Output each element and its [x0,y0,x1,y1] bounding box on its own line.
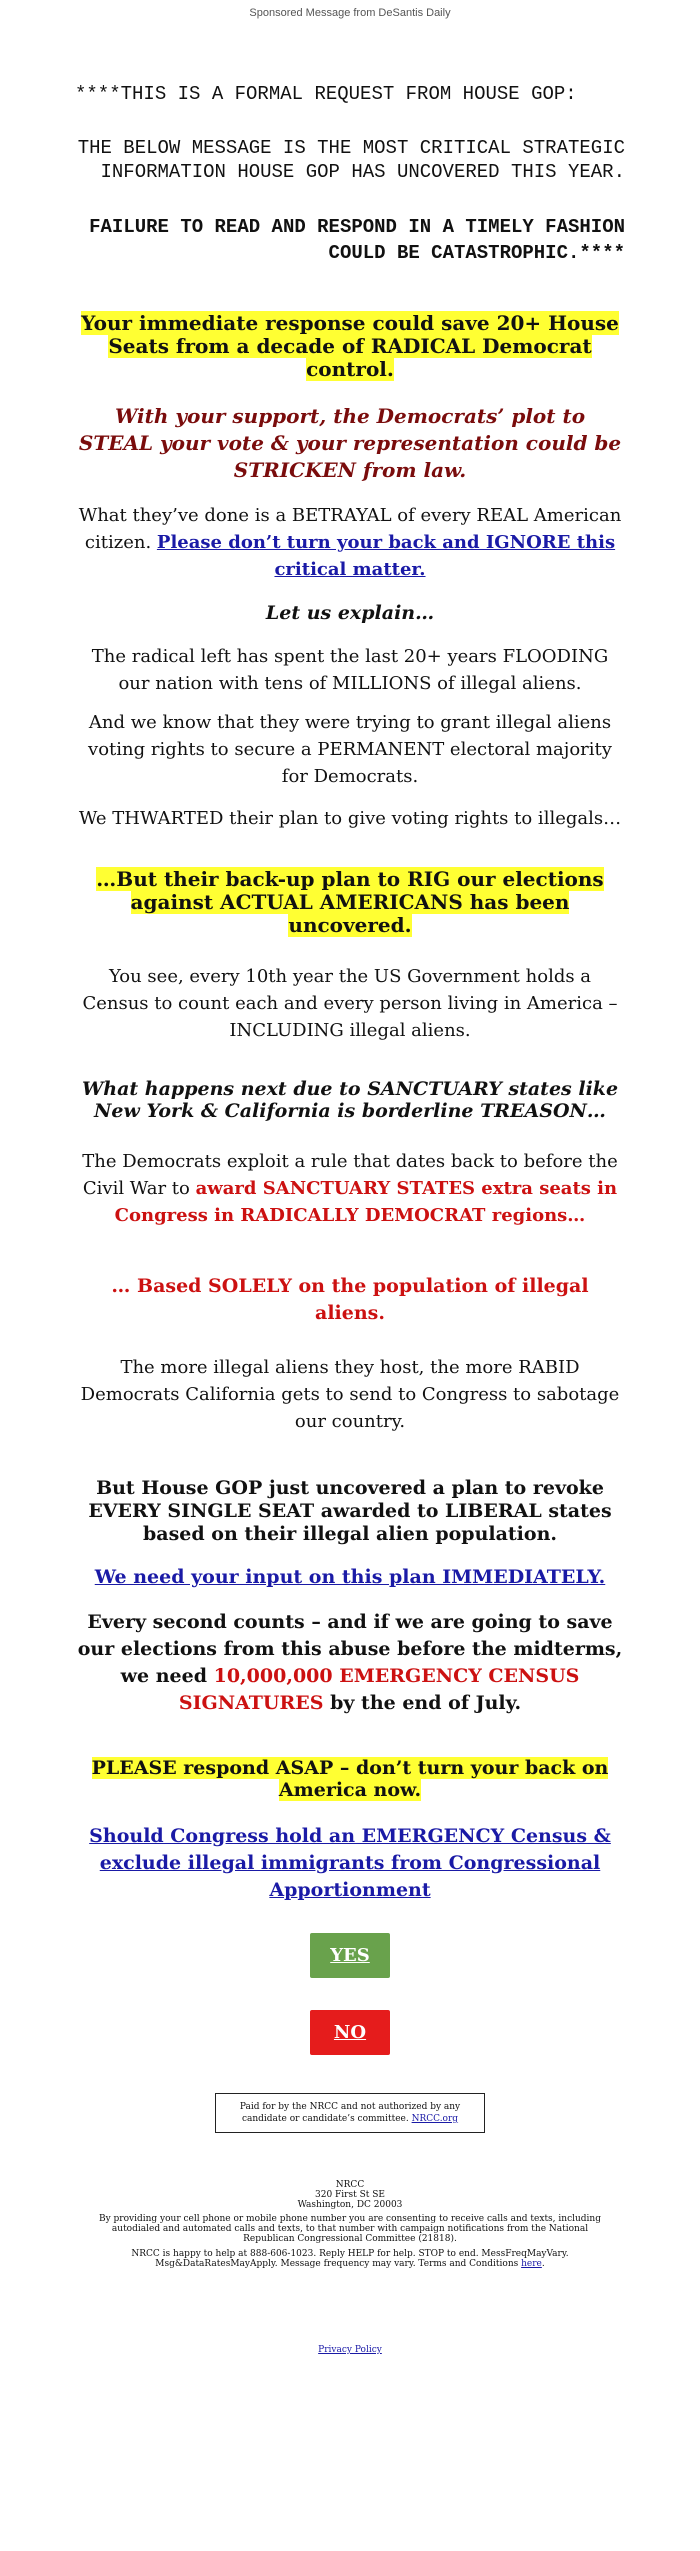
based-solely-heading: … Based SOLELY on the population of illegal aliens. [111,1275,589,1324]
footer-help: NRCC is happy to help at 888-606-1023. Reply HELP for help. STOP to end. MessFreqMayVary. Msg&DataRatesMayApply. Message frequency may vary. Terms and Conditions here. [131,2249,569,2269]
sponsored-label: Sponsored Message from DeSantis Daily [249,7,451,19]
respond-asap-highlight: PLEASE respond ASAP – don’t turn your back on America now. [91,1757,609,1801]
backup-plan-highlight: …But their back-up plan to RIG our elections against ACTUAL AMERICANS has been uncovered. [96,867,604,937]
question-paragraph [75,1823,625,1904]
immediate-response-headline [75,312,625,381]
immediate-response-highlight: Your immediate response could save 20+ House Seats from a decade of RADICAL Democrat control. [81,311,619,381]
privacy-policy-link[interactable]: Privacy Policy [318,2345,382,2355]
betrayal-text: What they’ve done is a BETRAYAL of every REAL American citizen. [78,505,622,553]
footer-consent: By providing your cell phone or mobile phone number you are consenting to receive calls and texts, including autodialed and automated calls and texts, to that number with campaign notifications from the National Republican Congressional Committee (21818). [98,2214,601,2244]
failure-warning-text: FAILURE TO READ AND RESPOND IN A TIMELY FASHION COULD BE CATASTROPHIC.**** [89,216,625,264]
emergency-census-question-link[interactable]: Should Congress hold an EMERGENCY Census & exclude illegal immigrants from Congressional Apportionment [89,1825,611,1901]
privacy-row [0,2345,700,2355]
betrayal-paragraph [75,502,625,583]
census-paragraph: You see, every 10th year the US Government holds a Census to count each and every person living in America – INCLUDING illegal aliens. [82,966,618,1041]
critical-info-text: THE BELOW MESSAGE IS THE MOST CRITICAL STRATEGIC INFORMATION HOUSE GOP HAS UNCOVERED THIS YEAR. [77,137,625,183]
disclaimer-text: Paid for by the NRCC and not authorized by any candidate or candidate’s committee. [239,2102,461,2124]
footer-org: NRCC [335,2180,365,2190]
footer-street: 320 First St SE [315,2190,385,2200]
terms-here-link[interactable]: here [521,2259,542,2269]
respond-asap-headline [75,1757,625,1801]
backup-plan-headline [75,868,625,937]
yes-button-row [75,1933,625,1978]
nrcc-site-link[interactable]: NRCC.org [411,2114,459,2124]
ignore-matter-link[interactable]: Please don’t turn your back and IGNORE this critical matter. [156,532,616,580]
footer-city: Washington, DC 20003 [297,2200,403,2210]
formal-request-heading: ****THIS IS A FORMAL REQUEST FROM HOUSE GOP: [75,83,577,105]
explain-heading: Let us explain… [265,602,435,624]
revoke-plan-heading: But House GOP just uncovered a plan to revoke EVERY SINGLE SEAT awarded to LIBERAL states based on their illegal alien population. [88,1477,612,1545]
plot-warning-text: With your support, the Democrats’ plot to STEAL your vote & your representation could be STRICKEN from law. [78,404,622,482]
yes-button[interactable]: YES [310,1933,390,1978]
voting-rights-paragraph: And we know that they were trying to grant illegal aliens voting rights to secure a PERMANENT electoral majority for Democrats. [88,712,612,787]
email-body [75,82,625,2055]
every-second-text: Every second counts – and if we are going to save our elections from this abuse before the midterms, we need [77,1611,623,1687]
no-button-row [75,2010,625,2055]
footer [95,2180,605,2269]
award-sanctuary-text: award SANCTUARY STATES extra seats in Congress in RADICALLY DEMOCRAT regions… [114,1178,618,1226]
every-second-paragraph [75,1609,625,1717]
rabid-paragraph: The more illegal aliens they host, the more RABID Democrats California gets to send to Congress to sabotage our country. [80,1357,620,1432]
census-signatures-text: 10,000,000 EMERGENCY CENSUS SIGNATURES [178,1665,580,1714]
input-paragraph [75,1564,625,1591]
sanctuary-heading: What happens next due to SANCTUARY states like New York & California is borderline TREASON… [81,1078,619,1122]
exploit-text: The Democrats exploit a rule that dates back to before the Civil War to [82,1151,618,1199]
flooding-paragraph: The radical left has spent the last 20+ years FLOODING our nation with tens of MILLIONS of illegal aliens. [91,646,609,694]
exploit-paragraph [75,1148,625,1229]
end-of-july-text: by the end of July. [330,1692,522,1714]
thwarted-paragraph: We THWARTED their plan to give voting rights to illegals… [78,808,622,829]
input-immediately-link[interactable]: We need your input on this plan IMMEDIATELY. [94,1566,606,1588]
footer-help-text: NRCC is happy to help at 888-606-1023. Reply HELP for help. STOP to end. MessFreqMayVary. Msg&DataRatesMayApply. Message frequency may vary. Terms and Conditions [131,2249,569,2269]
no-button[interactable]: NO [310,2010,390,2055]
paid-for-disclaimer [215,2093,485,2133]
